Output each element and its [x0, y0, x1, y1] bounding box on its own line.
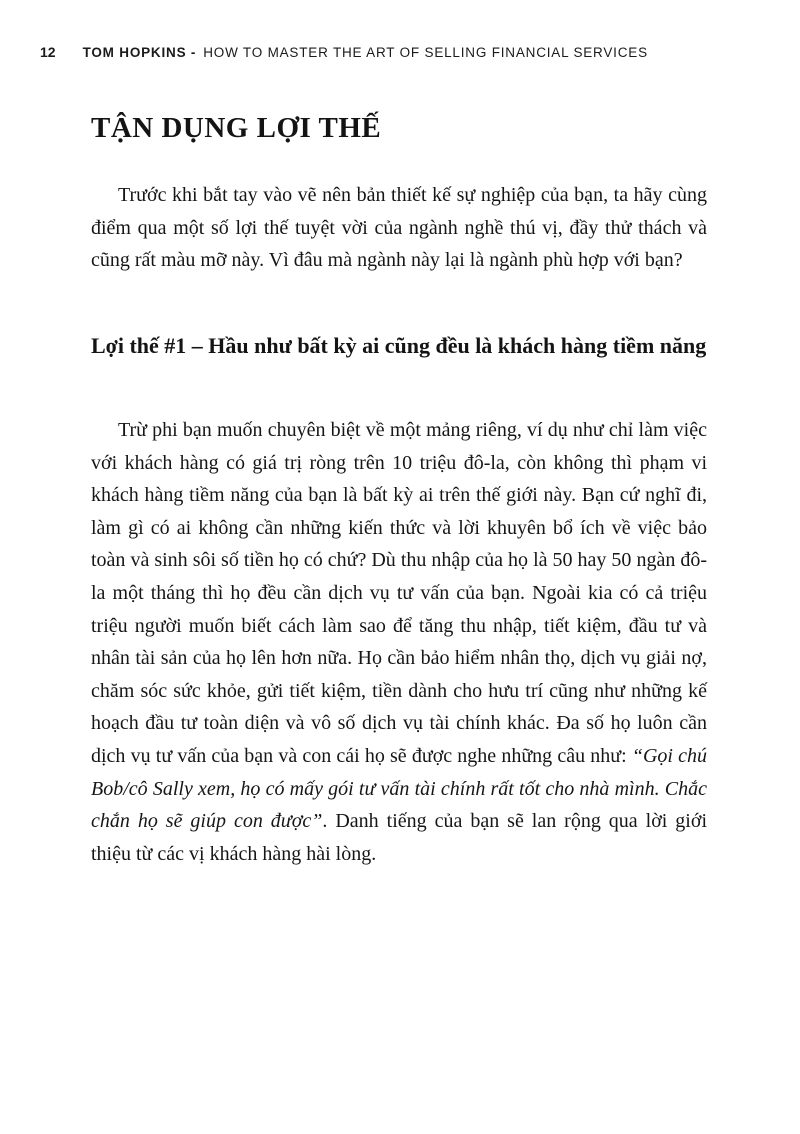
header-book-title: HOW TO MASTER THE ART OF SELLING FINANCIAL SERVICES: [203, 45, 648, 60]
header-text: [83, 45, 648, 60]
body-text-part1: Trừ phi bạn muốn chuyên biệt về một mảng riêng, ví dụ như chỉ làm việc với khách hàng có giá trị ròng trên 10 triệu đô-la, còn không thì phạm vi khách hàng tiềm năng của bạn là bất kỳ ai trên thế giới này. Bạn cứ nghĩ đi, làm gì có ai không cần những kiến thức và lời khuyên bổ ích về việc bảo toàn và sinh sôi số tiền họ có chứ? Dù thu nhập của họ là 50 hay 50 ngàn đô-la một tháng thì họ đều cần dịch vụ tư vấn của bạn. Ngoài kia có cả triệu triệu người muốn biết cách làm sao để tăng thu nhập, tiết kiệm, đầu tư và nhân tài sản của họ lên hơn nữa. Họ cần bảo hiểm nhân thọ, dịch vụ giải nợ, chăm sóc sức khỏe, gửi tiết kiệm, tiền dành cho hưu trí cũng như những kế hoạch đầu tư toàn diện và vô số dịch vụ tài chính khác. Đa số họ luôn cần dịch vụ tư vấn của bạn và con cái họ sẽ được nghe những câu như:: [91, 419, 707, 767]
quoted-speech-italic: “Gọi chú Bob/cô Sally xem, họ có mấy gói tư vấn tài chính rất tốt cho nhà mình. Chắc chắn họ sẽ giúp con được”: [91, 744, 707, 833]
page-header: [40, 44, 760, 60]
body-text-part2: . Danh tiếng của bạn sẽ lan rộng qua lời giới thiệu từ các vị khách hàng hài lòng.: [91, 810, 707, 865]
section-heading: Lợi thế #1 – Hầu như bất kỳ ai cũng đều là khách hàng tiềm năng: [91, 333, 707, 358]
header-author: TOM HOPKINS -: [82, 45, 197, 60]
body-paragraph: [91, 414, 707, 870]
intro-paragraph: Trước khi bắt tay vào vẽ nên bản thiết kế sự nghiệp của bạn, ta hãy cùng điểm qua một số lợi thế tuyệt vời của ngành nghề thú vị, đầy thử thách và cũng rất màu mỡ này. Vì đâu mà ngành này lại là ngành phù hợp với bạn?: [91, 184, 707, 272]
page-number: 12: [40, 44, 56, 60]
chapter-title: TẬN DỤNG LỢI THẾ: [91, 112, 382, 144]
